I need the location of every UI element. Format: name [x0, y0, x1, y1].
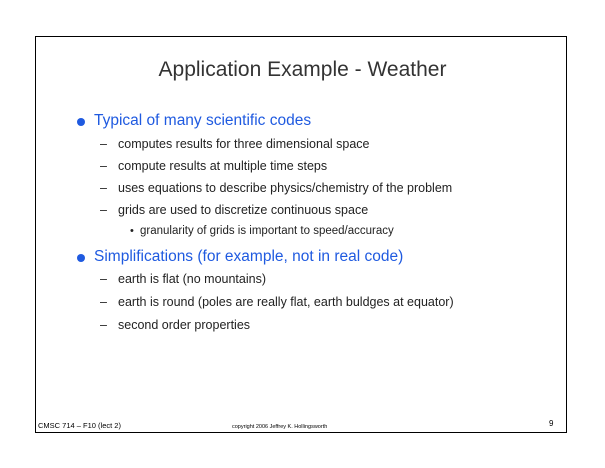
dash-icon: –: [100, 272, 107, 286]
sub-bullet-time-steps: compute results at multiple time steps: [118, 159, 328, 173]
sub-bullet-grids: grids are used to discretize continuous space: [118, 203, 369, 217]
sub-bullet-earth-round: earth is round (poles are really flat, earth buldges at equator): [118, 295, 454, 309]
footer-course-label: CMSC 714 – F10 (lect 2): [38, 421, 121, 430]
dash-icon: –: [100, 159, 107, 173]
subsub-bullet-granularity: granularity of grids is important to speed/accuracy: [140, 225, 394, 237]
sub-bullet-computes-results: computes results for three dimensional space: [118, 137, 370, 151]
bullet-dot-icon: [77, 118, 85, 126]
sub-bullet-earth-flat: earth is flat (no mountains): [118, 272, 266, 286]
small-bullet-icon: •: [130, 225, 134, 237]
bullet-simplifications: Simplifications (for example, not in real code): [94, 248, 404, 265]
dash-icon: –: [100, 203, 107, 217]
page-number: 9: [549, 419, 554, 428]
dash-icon: –: [100, 137, 107, 151]
dash-icon: –: [100, 295, 107, 309]
footer-copyright: copyright 2006 Jeffrey K. Hollingsworth: [232, 424, 328, 430]
slide-title: Application Example - Weather: [158, 58, 447, 81]
sub-bullet-second-order: second order properties: [118, 318, 251, 332]
dash-icon: –: [100, 318, 107, 332]
bullet-typical-codes: Typical of many scientific codes: [94, 112, 312, 129]
sub-bullet-equations: uses equations to describe physics/chemistry of the problem: [118, 181, 453, 195]
bullet-dot-icon: [77, 254, 85, 262]
dash-icon: –: [100, 181, 107, 195]
